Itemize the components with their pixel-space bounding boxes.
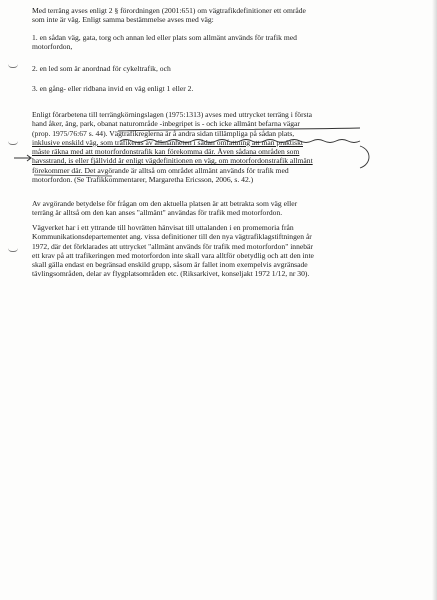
- text-line: hand åker, äng, park, obanat naturområde -inbegripet is - och icke allmänt befarna vägar: [32, 119, 300, 129]
- text-line: 3. en gång- eller ridbana invid en väg enligt 1 eller 2.: [32, 84, 194, 93]
- page-edge-shadow: [432, 0, 437, 600]
- text-line: Med terräng avses enligt 2 § förordningen (2001:651) om vägtrafikdefinitioner ett område: [32, 6, 306, 15]
- paragraph-vagverket: [32, 223, 377, 279]
- text-line: skall gälla endast en begränsad enskild grupp, såsom är fallet inom exempelvis avgränsade: [32, 260, 308, 270]
- text-line: motorfordon,: [32, 42, 73, 52]
- text-line: 2. en led som är anordnad för cykeltrafik, och: [32, 64, 171, 73]
- list-item-1: [32, 33, 377, 52]
- text-line: Kommunikationsdepartementet ang. vissa definitioner till den nya vägtrafiklagstiftningen år: [32, 232, 312, 242]
- list-item-3: [32, 84, 377, 93]
- text-line: Av avgörande betydelse för frågan om den aktuella platsen är att betrakta som väg eller: [32, 199, 298, 208]
- text-line: 1. en sådan väg, gata, torg och annan led eller plats som allmänt används för trafik med: [32, 33, 297, 42]
- margin-mark: [8, 141, 18, 145]
- text-line-underlined: måste räkna med att motorfordonstrafik kan förekomma där. Även sådana områden som: [32, 147, 300, 157]
- list-item-2: [32, 64, 377, 73]
- text-line: 1972, där det förklarades att uttrycket "allmänt används för trafik med motorfordon" innebär: [32, 241, 313, 251]
- text-line-underlined: havsstrand, is eller fjällvidd är enligt vägdefinitionen en väg, om motorfordonstrafik allmänt: [32, 156, 313, 166]
- text-line: förekommer där. Det avgörande är alltså om området allmänt används för trafik med: [32, 165, 289, 175]
- text-line-underlined: inklusive enskild väg, som trafikeras av allmänheten i sådan omfattning att man praktiskt: [32, 137, 303, 147]
- paragraph-forarbeten: [32, 110, 377, 184]
- text-line: som inte är väg. Enligt samma bestämmelse avses med väg:: [32, 15, 214, 25]
- text-line: motorfordon. (Se Trafikkommentarer, Margaretha Ericsson, 2006, s. 42.): [32, 175, 254, 185]
- text-line: ett krav på att trafikeringen med motorfordon inte skall vara alltför obetydlig och att den inte: [32, 250, 314, 260]
- paragraph-avgorande: [32, 199, 377, 218]
- text-line: Enligt förarbetena till terrängkörningslagen (1975:1313) avses med uttrycket terräng i första: [32, 110, 313, 119]
- margin-mark: [8, 248, 18, 252]
- text-line: Vägverket har i ett yttrande till hovrätten hänvisat till uttalanden i en promemoria från: [32, 223, 294, 232]
- text-line: terräng är alltså om den kan anses "allmänt" användas för trafik med motorfordon.: [32, 208, 283, 218]
- text-line: tävlingsområden, delar av flygplatsområden etc. (Riksarkivet, konseljakt 1972 1/12, nr 30).: [32, 269, 310, 279]
- margin-mark: [8, 64, 18, 68]
- text-line: (prop. 1975/76:67 s. 44). Vägtrafikreglerna är å andra sidan tillämpliga på sådan plats,: [32, 128, 295, 138]
- arrow-head: [27, 155, 31, 161]
- paragraph-terrang-definition: [32, 6, 377, 25]
